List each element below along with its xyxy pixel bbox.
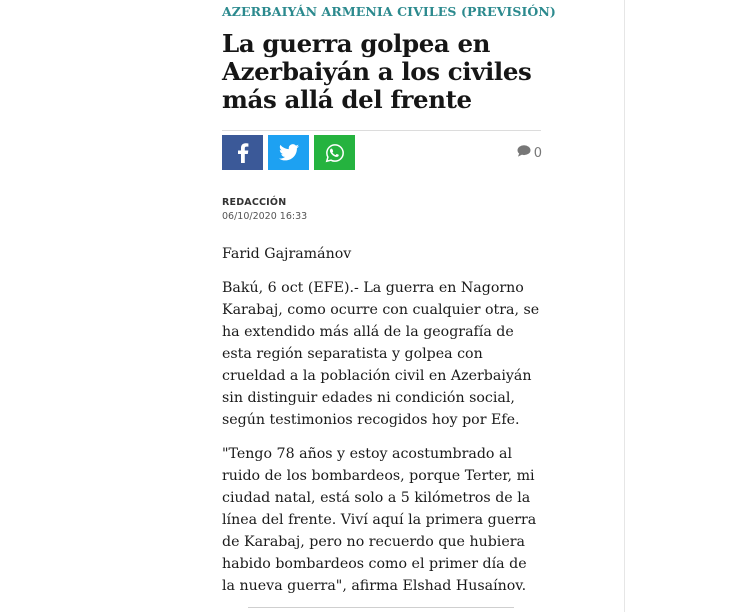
article-kicker[interactable]: AZERBAIYÁN ARMENIA CIVILES (PREVISIÓN) xyxy=(222,4,556,19)
comments-link[interactable] xyxy=(517,145,542,161)
comment-icon xyxy=(517,145,531,161)
paragraph: Bakú, 6 oct (EFE).- La guerra en Nagorno Karabaj, como ocurre con cualquier otra, se ha extendido más allá de la geografía de esta región separatista y golpea con crueldad a la población civil en Azerbaiyán sin distinguir edades ni condición social, según testimonios recogidos hoy por Efe. xyxy=(222,280,540,428)
share-twitter-button[interactable] xyxy=(268,135,309,170)
page-edge-rule xyxy=(624,0,625,612)
share-bar xyxy=(222,135,542,172)
share-facebook-button[interactable] xyxy=(222,135,263,170)
article-body xyxy=(222,243,542,597)
publish-date: 06/10/2020 16:33 xyxy=(222,211,308,222)
share-whatsapp-button[interactable] xyxy=(314,135,355,170)
bottom-divider xyxy=(248,607,514,608)
paragraph: "Tengo 78 años y estoy acostumbrado al ruido de los bombardeos, porque Terter, mi ciudad natal, está solo a 5 kilómetros de la línea del frente. Viví aquí la primera guerra de Karabaj, pero no recuerdo que hubiera habido bombardeos como el primer día de la nueva guerra", afirma Elshad Husaínov. xyxy=(222,446,537,594)
divider xyxy=(222,130,541,131)
article xyxy=(222,0,556,609)
twitter-icon xyxy=(279,144,299,161)
facebook-icon xyxy=(237,143,249,163)
whatsapp-icon xyxy=(325,143,345,163)
byline: REDACCIÓN xyxy=(222,197,287,208)
paragraph: Farid Gajramánov xyxy=(222,246,352,262)
comments-count: 0 xyxy=(533,145,542,161)
article-headline: La guerra golpea en Azerbaiyán a los civiles más allá del frente xyxy=(222,29,532,114)
